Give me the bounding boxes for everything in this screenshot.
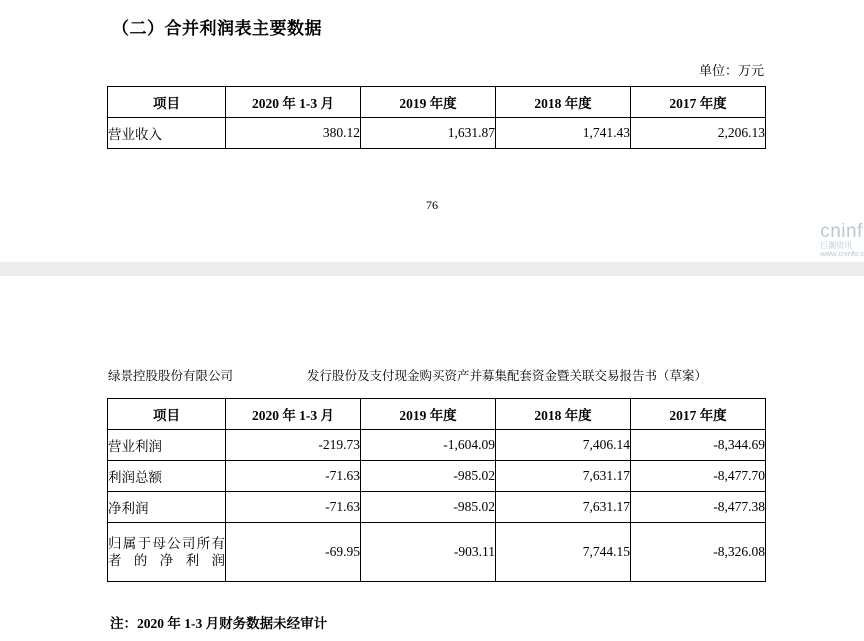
watermark-url-text: www.cninfo.c	[820, 249, 864, 259]
table-footnote: 注：2020 年 1-3 月财务数据未经审计	[110, 616, 328, 631]
page-title: （二）合并利润表主要数据	[112, 19, 322, 38]
row-value: 1,741.43	[496, 118, 631, 149]
page-top-section	[0, 0, 864, 262]
row-value: -985.02	[361, 492, 496, 523]
running-header-title: 发行股份及支付现金购买资产并募集配套资金暨关联交易报告书（草案）	[307, 369, 708, 383]
row-label: 净利润	[108, 492, 226, 523]
row-value: 1,631.87	[361, 118, 496, 149]
table-header-cell: 项目	[108, 399, 226, 430]
row-value: -69.95	[226, 523, 361, 582]
row-value: -8,477.70	[631, 461, 766, 492]
row-label: 营业收入	[108, 118, 226, 149]
table-header-cell: 2019 年度	[361, 87, 496, 118]
income-statement-summary-table-top	[107, 86, 766, 149]
row-value: -8,344.69	[631, 430, 766, 461]
row-value: 380.12	[226, 118, 361, 149]
row-value: 7,631.17	[496, 492, 631, 523]
watermark-main-text: cninf	[820, 221, 863, 242]
row-value: 7,631.17	[496, 461, 631, 492]
unit-note: 单位：万元	[698, 63, 764, 78]
table-row	[108, 118, 766, 149]
page-separator	[0, 262, 864, 276]
income-statement-summary-table-bottom	[107, 398, 766, 582]
row-value: -985.02	[361, 461, 496, 492]
table-header-cell: 2017 年度	[631, 87, 766, 118]
table-row	[108, 523, 766, 582]
table-header-cell: 项目	[108, 87, 226, 118]
row-label: 归属于母公司所有者的净利润	[108, 523, 226, 582]
table-row	[108, 461, 766, 492]
row-value: -8,326.08	[631, 523, 766, 582]
watermark-sub-text: 巨潮资讯	[820, 240, 853, 250]
row-value: 7,406.14	[496, 430, 631, 461]
table-header-cell: 2020 年 1-3 月	[226, 87, 361, 118]
table-header-row	[108, 399, 766, 430]
table-header-cell: 2020 年 1-3 月	[226, 399, 361, 430]
row-value: 7,744.15	[496, 523, 631, 582]
page-bottom-section	[0, 276, 864, 641]
row-value: -903.11	[361, 523, 496, 582]
row-value: 2,206.13	[631, 118, 766, 149]
table-row	[108, 492, 766, 523]
table-header-cell: 2019 年度	[361, 399, 496, 430]
row-value: -71.63	[226, 461, 361, 492]
row-value: -1,604.09	[361, 430, 496, 461]
row-value: -71.63	[226, 492, 361, 523]
page-number: 76	[426, 198, 438, 212]
table-row	[108, 430, 766, 461]
table-header-cell: 2017 年度	[631, 399, 766, 430]
row-value: -8,477.38	[631, 492, 766, 523]
row-label: 利润总额	[108, 461, 226, 492]
row-value: -219.73	[226, 430, 361, 461]
table-header-cell: 2018 年度	[496, 87, 631, 118]
running-header-company: 绿景控股股份有限公司	[108, 369, 234, 383]
cninfo-watermark	[820, 222, 864, 258]
table-header-row	[108, 87, 766, 118]
table-header-cell: 2018 年度	[496, 399, 631, 430]
row-label: 营业利润	[108, 430, 226, 461]
